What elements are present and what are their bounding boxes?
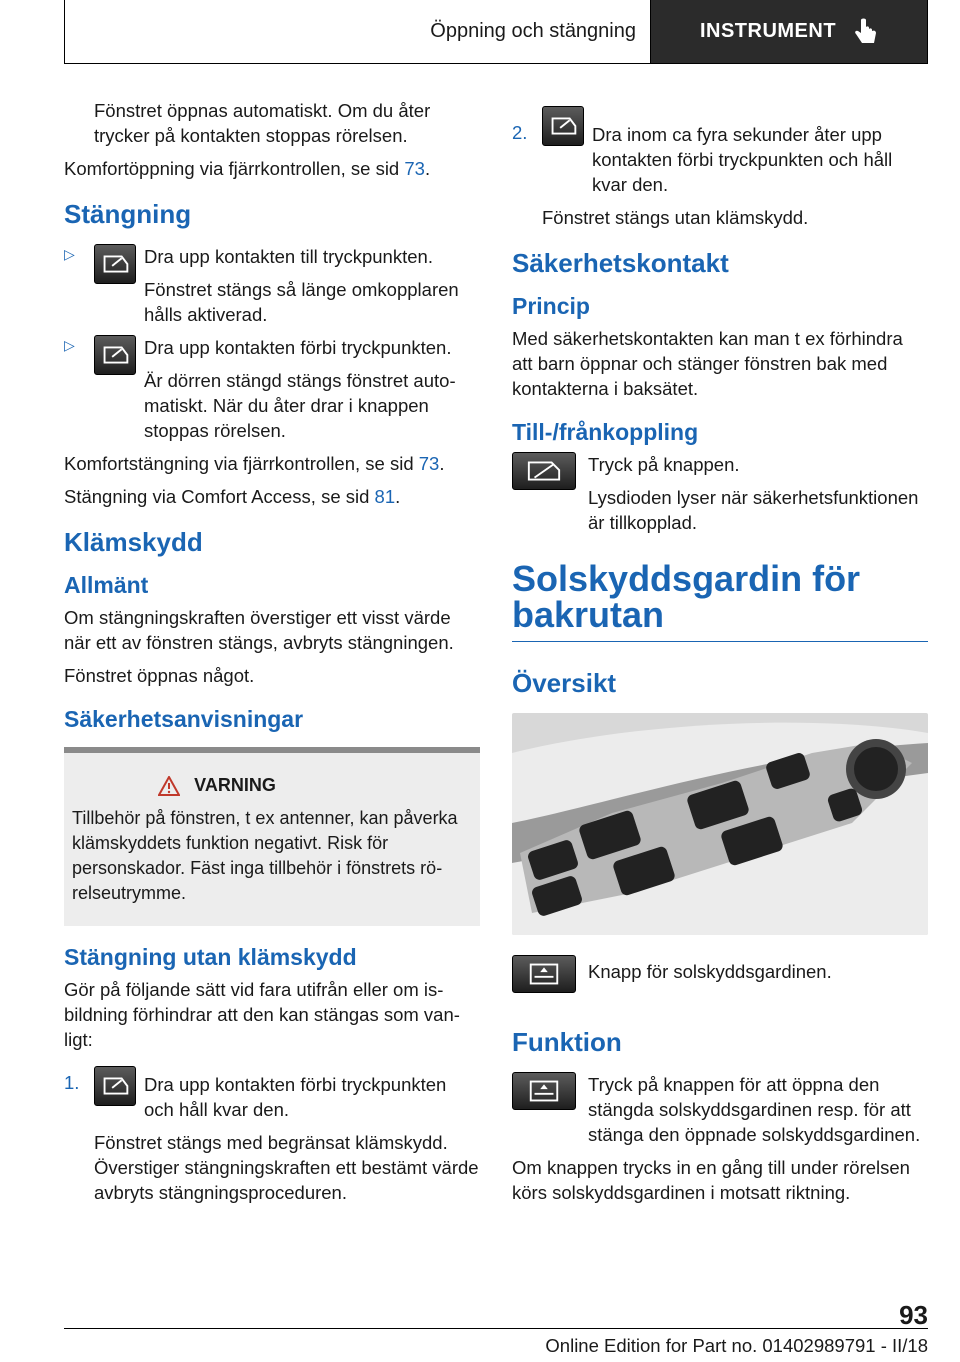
child-lock-button-icon [512, 452, 576, 490]
warning-title: VARNING [194, 775, 276, 795]
step-number: 2. [512, 122, 528, 143]
heading-princip: Princip [512, 293, 590, 319]
sunblind-button-icon [512, 1072, 576, 1110]
heading-sakerhetsanvisningar: Säkerhetsanvisningar [64, 706, 304, 732]
section-title: INSTRUMENT [699, 20, 837, 42]
window-switch-icon [94, 244, 136, 284]
paragraph: Fönstret öppnas automatiskt. Om du åter trycker på kontakten stoppas rörelsen. [94, 100, 431, 146]
button-item: Tryck på knappen. Lysdioden lyser när säkerhetsfunktionen är tillkopplad. [512, 452, 928, 535]
bullet-item: ▷ Dra upp kontakten till tryckpunkten. Fönstret stängs så länge omkopplaren hålls aktiverad. [64, 246, 459, 325]
edition-text: Online Edition for Part no. 01402989791 - II/18 [545, 1335, 928, 1356]
step-number: 1. [64, 1072, 80, 1093]
window-switch-icon [94, 1066, 136, 1106]
paragraph: Om knappen trycks in en gång till under rörelsen körs solskyddsgardinen i motsatt riktning. [512, 1157, 910, 1203]
paragraph: Om stängningskraften överstiger ett visst värde när ett av fönstren stängs, avbryts stängningen. [64, 607, 454, 653]
paragraph: Komfortstängning via fjärrkontrollen, se sid 73. [64, 453, 445, 474]
step-item: 1. Dra upp kontakten förbi tryckpunkten och håll kvar den. Fönstret stängs med begränsat klämskydd. Överstiger stängningskraften ett bestämt värde avbryts stängningsproceduren. [64, 1072, 480, 1205]
warning-triangle-icon [158, 776, 180, 796]
section-tab[interactable] [651, 0, 927, 63]
warning-text: Tillbehör på fönstren, t ex antenner, kan påverka klämskyddets funktion negativt. Risk för personskador. Fäst inga tillbehör i fönstrets rörelseutrymme. [72, 808, 458, 903]
left-column [64, 98, 480, 1213]
page-number: 93 [899, 1300, 928, 1330]
heading-oversikt: Översikt [512, 668, 617, 698]
triangle-bullet-icon: ▷ [64, 337, 75, 353]
page-link[interactable]: 73 [418, 453, 440, 474]
warning-box [64, 747, 480, 926]
page-link[interactable]: 81 [374, 486, 396, 507]
heading-allmant: Allmänt [64, 572, 149, 598]
paragraph: Gör på följande sätt vid fara utifrån eller om isbildning förhindrar att den kan stängas som vanligt: [64, 979, 460, 1050]
paragraph: Fönstret öppnas något. [64, 665, 255, 686]
door-panel-photo [512, 713, 928, 935]
heading-funktion: Funktion [512, 1027, 622, 1057]
heading-till-frankoppling: Till-/frånkoppling [512, 419, 699, 445]
heading-stangning: Stängning [64, 199, 192, 229]
right-column [512, 122, 928, 1213]
sunblind-button-icon [512, 955, 576, 993]
paragraph: Stängning via Comfort Access, se sid 81. [64, 486, 401, 507]
chapter-title: Öppning och stängning [65, 0, 651, 63]
page-header [64, 0, 928, 64]
bullet-item: ▷ Dra upp kontakten förbi tryckpunkten. Är dörren stängd stängs fönstret automatiskt. När du åter drar i knappen stoppas rörelsen. [64, 337, 456, 441]
window-switch-icon [542, 106, 584, 146]
heading-klamskydd: Klämskydd [64, 527, 203, 557]
footer-rule [64, 1328, 928, 1329]
button-item: Knapp för solskyddsgardinen. [512, 955, 928, 1005]
window-switch-icon [94, 335, 136, 375]
triangle-bullet-icon: ▷ [64, 246, 75, 262]
button-item: Tryck på knappen för att öppna den stängda solskyddsgardinen resp. för att stänga den öppnade solskyddsgardinen. [512, 1072, 928, 1147]
heading-utan-klamskydd: Stängning utan klämskydd [64, 944, 357, 970]
heading-sakerhetskontakt: Säkerhetskontakt [512, 248, 729, 278]
step-item: 2. Dra inom ca fyra sekunder åter upp kontakten förbi tryckpunkten och håll kvar den. Fönstret stängs utan klämskydd. [512, 122, 928, 230]
hand-pointer-icon [852, 18, 878, 46]
page-link[interactable]: 73 [404, 158, 425, 179]
paragraph: Med säkerhetskontakten kan man t ex förhindra att barn öppnar och stänger fönstren bak med kontakterna i baksätet. [512, 328, 903, 399]
heading-solskyddsgardin: Solskyddsgardin för bakrutan [512, 561, 928, 642]
paragraph: Komfortöppning via fjärrkontrollen, se sid 73. [64, 158, 431, 179]
